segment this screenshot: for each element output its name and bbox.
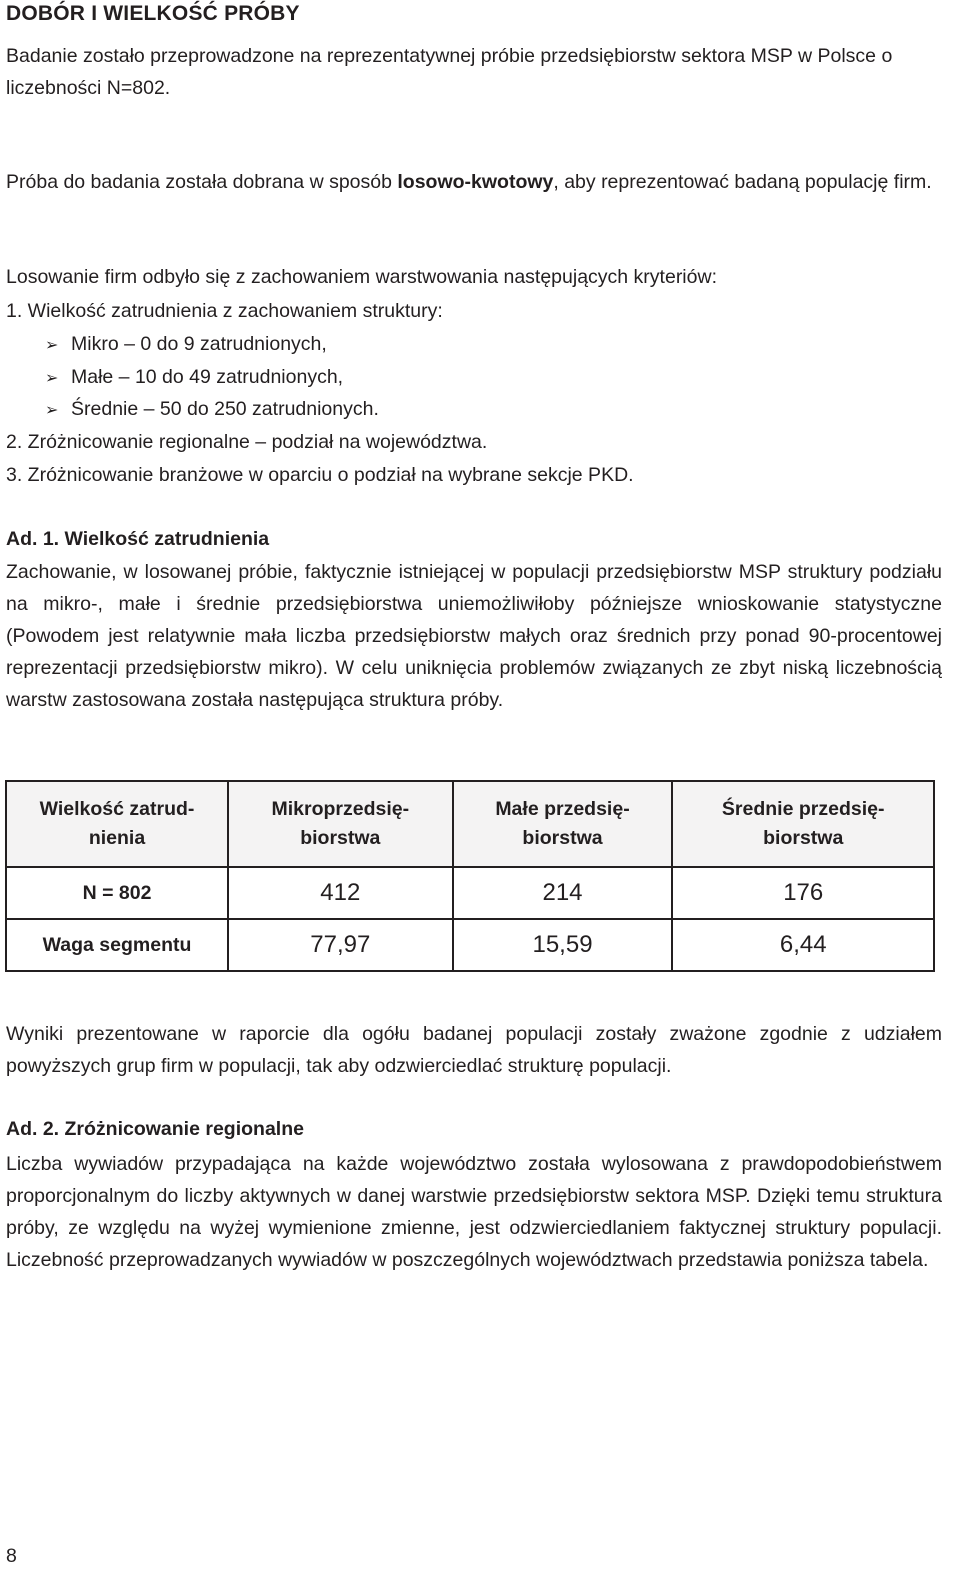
bullet-item [45,366,343,389]
intro-p2-after: , aby reprezentować badaną populację firm. [553,171,932,193]
table-cell: 77,97 [228,919,453,971]
bullet-text: Średnie – 50 do 250 zatrudnionych. [71,398,379,420]
ad1-heading: Ad. 1. Wielkość zatrudnienia [6,528,270,550]
table-row [6,919,934,971]
table-row [6,867,934,919]
bullet-item [45,333,327,356]
table-cell: 176 [672,867,934,919]
table-header-cell: Mikroprzedsię- biorstwa [228,781,453,867]
page-number: 8 [6,1545,17,1567]
bullet-text: Mikro – 0 do 9 zatrudnionych, [71,333,327,355]
intro-paragraph-3: Losowanie firm odbyło się z zachowaniem warstwowania następujących kryteriów: [6,266,717,288]
table-cell: 15,59 [453,919,673,971]
intro-p2-bold: losowo-kwotowy [397,171,554,193]
arrow-bullet-icon: ➢ [45,402,59,419]
row-label: Waga segmentu [6,919,228,971]
intro-paragraph-2 [6,166,942,198]
intro-p2-before: Próba do badania została dobrana w sposób [6,171,398,193]
arrow-bullet-icon: ➢ [45,337,59,354]
table-header-cell: Średnie przedsię- biorstwa [672,781,934,867]
table-header-cell: Wielkość zatrud- nienia [6,781,228,867]
table-header-cell: Małe przedsię- biorstwa [453,781,673,867]
table-header-row [6,781,934,867]
arrow-bullet-icon: ➢ [45,370,59,387]
ad2-heading: Ad. 2. Zróżnicowanie regionalne [6,1118,304,1140]
bullet-text: Małe – 10 do 49 zatrudnionych, [71,366,344,388]
sample-structure-table [5,780,935,972]
criterion-1: 1. Wielkość zatrudnienia z zachowaniem struktury: [6,300,443,322]
row-label: N = 802 [6,867,228,919]
ad2-paragraph: Liczba wywiadów przypadająca na każde województwo została wylosowana z prawdopodobieństwem proporcjonalnym do liczby aktywnych w danej warstwie przedsiębiorstw sektora MSP. Dzięki temu struktura próby, ze względu na wyżej wymienione zmienne, jest odzwierciedlaniem faktycznej struktury populacji. Liczebność przeprowadzanych wywiadów w poszczególnych województwach przedstawia poniższa tabela. [6,1153,942,1271]
bullet-item [45,398,379,421]
page-title: DOBÓR I WIELKOŚĆ PRÓBY [6,2,300,25]
ad1-paragraph: Zachowanie, w losowanej próbie, faktycznie istniejącej w populacji przedsiębiorstw MSP struktury podziału na mikro-, małe i średnie przedsiębiorstwa uniemożliwiłoby późniejsze wnioskowanie statystyczne (Powodem jest relatywnie mała liczba przedsiębiorstw małych oraz średnich przy ponad 90-procentowej reprezentacji przedsiębiorstw mikro). W celu uniknięcia problemów związanych ze zbyt niską liczebnością warstw zastosowana została następująca struktura próby. [6,561,942,711]
criterion-3: 3. Zróżnicowanie branżowe w oparciu o podział na wybrane sekcje PKD. [6,464,634,486]
table-cell: 412 [228,867,453,919]
table-cell: 6,44 [672,919,934,971]
intro-paragraph-1: Badanie zostało przeprowadzone na reprezentatywnej próbie przedsiębiorstw sektora MSP w Polsce o liczebności N=802. [6,45,893,99]
criterion-2: 2. Zróżnicowanie regionalne – podział na województwa. [6,431,488,453]
results-paragraph: Wyniki prezentowane w raporcie dla ogółu badanej populacji zostały zważone zgodnie z udziałem powyższych grup firm w populacji, tak aby odzwierciedlać strukturę populacji. [6,1023,942,1077]
table-cell: 214 [453,867,673,919]
